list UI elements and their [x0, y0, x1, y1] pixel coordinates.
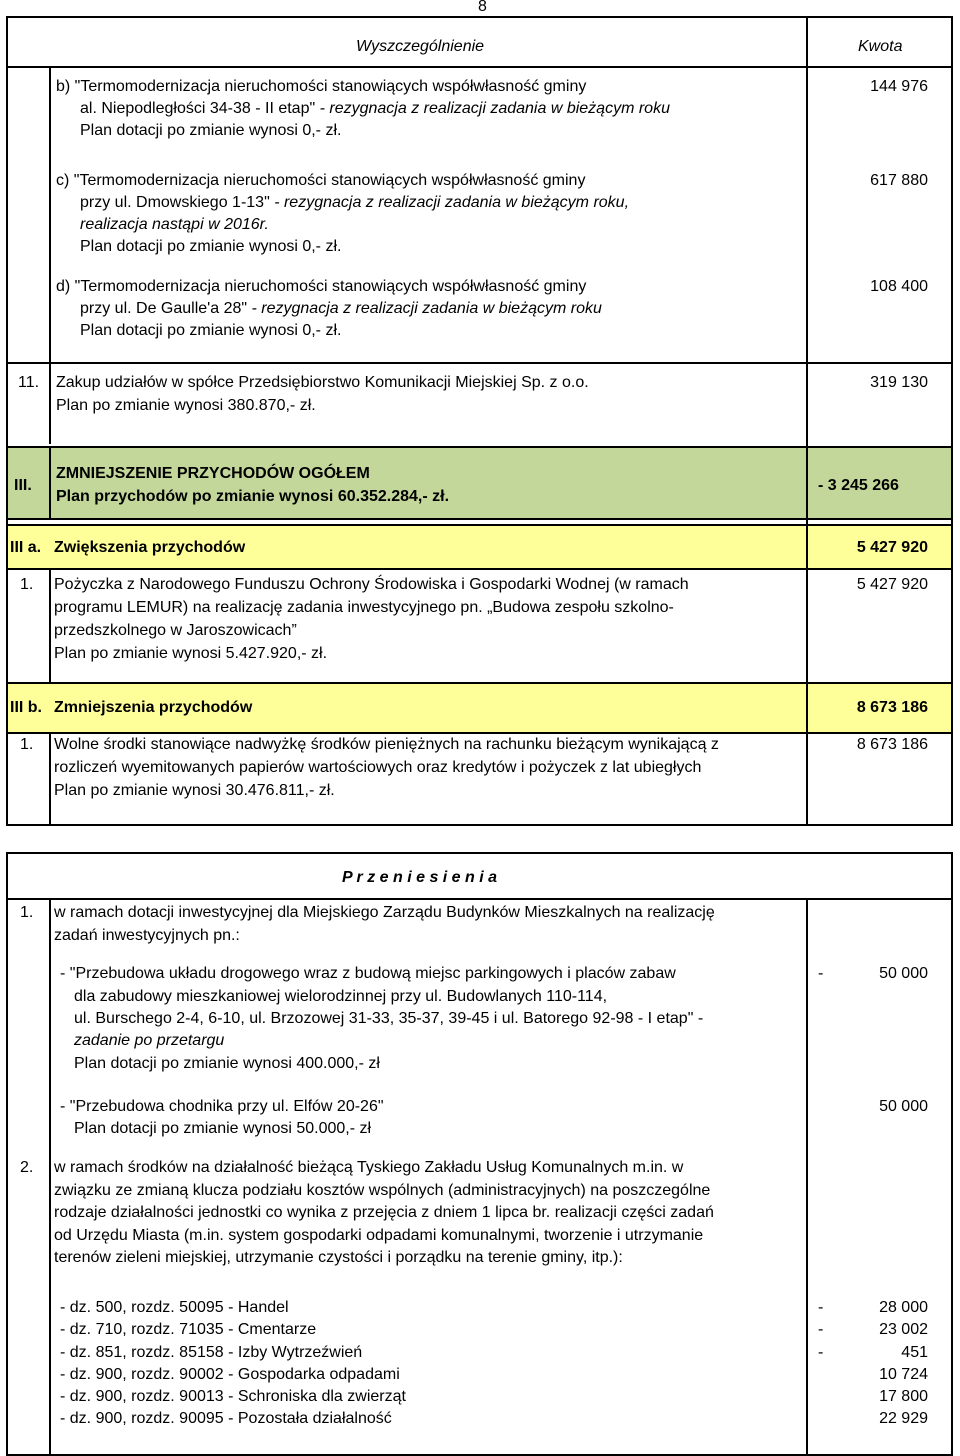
transfer-2-row-sign: - — [818, 1344, 824, 1361]
IIIb-item-amount: 8 673 186 — [856, 736, 928, 753]
IIIa-item-number: 1. — [20, 576, 34, 593]
section-III-plan: Plan przychodów po zmianie wynosi 60.352.284,- zł. — [56, 488, 450, 505]
transfer-2-line-2: związku ze zmianą klucza podziału kosztów wspólnych (administracyjnych) na poszczególne — [54, 1182, 711, 1199]
transfer-2-row-amount: 17 800 — [879, 1388, 928, 1405]
item-d-amount: 108 400 — [870, 278, 928, 295]
transfer-2-row-amount: 22 929 — [879, 1410, 928, 1427]
IIIb-item-number: 1. — [20, 736, 34, 753]
item-b-amount: 144 976 — [870, 78, 928, 95]
number-column-divider — [49, 66, 51, 444]
transfer-2-row-amount: 451 — [901, 1344, 928, 1361]
transfer-2-number: 2. — [20, 1159, 34, 1176]
transfer-2-row-sign: - — [818, 1299, 824, 1316]
transfer-1-line-1: w ramach dotacji inwestycyjnej dla Miejskiego Zarządu Budynków Mieszkalnych na realizację — [54, 904, 715, 921]
transfer-1-sub-1-line-3: ul. Burschego 2-4, 6-10, ul. Brzozowej 31-33, 35-37, 39-45 i ul. Batorego 92-98 - I etap" - — [74, 1010, 704, 1027]
transfer-1-sub-2-line-2: Plan dotacji po zmianie wynosi 50.000,- zł — [74, 1120, 372, 1137]
transfer-1-sub-1-amount: 50 000 — [879, 965, 928, 982]
IIIa-item-line-1: Pożyczka z Narodowego Funduszu Ochrony Środowiska i Gospodarki Wodnej (w ramach — [54, 576, 689, 593]
transfer-2-row-text: - dz. 500, rozdz. 50095 - Handel — [60, 1299, 289, 1316]
item-b-line-3: Plan dotacji po zmianie wynosi 0,- zł. — [80, 122, 342, 139]
transfer-2-line-3: rodzaje działalności jednostki co wynika z przejęcia z dniem 1 lipca br. realizacji części zadań — [54, 1204, 714, 1221]
transfer-2-row-amount: 23 002 — [879, 1321, 928, 1338]
transfer-1-sub-1-line-4: zadanie po przetargu — [74, 1032, 225, 1049]
IIIb-item-line-3: Plan po zmianie wynosi 30.476.811,- zł. — [54, 782, 335, 799]
transfer-2-row-amount: 28 000 — [879, 1299, 928, 1316]
IIIa-item-amount: 5 427 920 — [856, 576, 928, 593]
item-11-amount: 319 130 — [870, 374, 928, 391]
item-11-line-1: Zakup udziałów w spółce Przedsiębiorstwo Komunikacji Miejskiej Sp. z o.o. — [56, 374, 589, 391]
transfer-2-line-5: terenów zieleni miejskiej, utrzymanie czystości i porządku na terenie gminy, itp.): — [54, 1249, 623, 1266]
item-c-line-1: c) "Termomodernizacja nieruchomości stanowiących współwłasność gminy — [56, 172, 586, 189]
section-III-title: ZMNIEJSZENIE PRZYCHODÓW OGÓŁEM — [56, 465, 370, 482]
row-divider — [6, 362, 953, 364]
item-11-number: 11. — [18, 374, 40, 391]
item-c-amount: 617 880 — [870, 172, 928, 189]
transfer-2-row-sign: - — [818, 1321, 824, 1338]
IIIa-item-line-2: programu LEMUR) na realizację zadania inwestycyjnego pn. „Budowa zespołu szkolno- — [54, 599, 674, 616]
transfers-header-divider — [6, 898, 953, 900]
item-d-line-3: Plan dotacji po zmianie wynosi 0,- zł. — [80, 322, 342, 339]
transfers-title: P r z e n i e s i e n i a — [342, 869, 498, 886]
transfer-2-row-text: - dz. 900, rozdz. 90013 - Schroniska dla zwierząt — [60, 1388, 406, 1405]
section-IIIb-number: III b. — [10, 699, 42, 716]
transfer-1-sub-1-sign: - — [818, 965, 824, 982]
section-IIIb-amount: 8 673 186 — [856, 699, 928, 716]
IIIb-item-line-1: Wolne środki stanowiące nadwyżkę środków pieniężnych na rachunku bieżącym wynikającą z — [54, 736, 719, 753]
item-d-line-1: d) "Termomodernizacja nieruchomości stanowiących współwłasność gminy — [56, 278, 587, 295]
IIIb-item-line-2: rozliczeń wyemitowanych papierów wartościowych oraz kredytów i pożyczek z lat ubiegłych — [54, 759, 702, 776]
item-d-line-2: przy ul. De Gaulle'a 28" - rezygnacja z realizacji zadania w bieżącym roku — [80, 300, 602, 317]
section-IIIa-number: III a. — [10, 539, 42, 556]
header-divider — [6, 66, 953, 68]
column-header-amount: Kwota — [858, 38, 903, 55]
transfer-1-sub-1-line-2: dla zabudowy mieszkaniowej wielorodzinnej przy ul. Budowlanych 110-114, — [74, 988, 608, 1005]
IIIa-item-line-4: Plan po zmianie wynosi 5.427.920,- zł. — [54, 645, 328, 662]
transfer-2-row-text: - dz. 710, rozdz. 71035 - Cmentarze — [60, 1321, 317, 1338]
item-11-line-2: Plan po zmianie wynosi 380.870,- zł. — [56, 397, 316, 414]
transfer-2-row-text: - dz. 900, rozdz. 90002 - Gospodarka odpadami — [60, 1366, 400, 1383]
section-IIIa-title: Zwiększenia przychodów — [54, 539, 246, 556]
item-b-line-1: b) "Termomodernizacja nieruchomości stanowiących współwłasność gminy — [56, 78, 587, 95]
page-number: 8 — [478, 0, 487, 15]
transfer-2-row-text: - dz. 851, rozdz. 85158 - Izby Wytrzeźwień — [60, 1344, 363, 1361]
section-III-number: III. — [14, 477, 32, 494]
transfer-1-sub-1-line-1: - "Przebudowa układu drogowego wraz z budową miejsc parkingowych i placów zabaw — [60, 965, 676, 982]
transfer-1-sub-2-amount: 50 000 — [879, 1098, 928, 1115]
item-b-line-2: al. Niepodległości 34-38 - II etap" - rezygnacja z realizacji zadania w bieżącym roku — [80, 100, 670, 117]
column-header-description: Wyszczególnienie — [356, 38, 485, 55]
transfer-2-line-4: od Urzędu Miasta (m.in. system gospodarki odpadami komunalnymi, tworzenie i utrzymanie — [54, 1227, 704, 1244]
transfer-1-line-2: zadań inwestycyjnych pn.: — [54, 927, 240, 944]
section-IIIb-title: Zmniejszenia przychodów — [54, 699, 253, 716]
item-c-line-2: przy ul. Dmowskiego 1-13" - rezygnacja z realizacji zadania w bieżącym roku, — [80, 194, 630, 211]
section-IIIa-amount: 5 427 920 — [856, 539, 928, 556]
section-III-amount: - 3 245 266 — [818, 477, 899, 494]
transfer-1-sub-1-line-5: Plan dotacji po zmianie wynosi 400.000,- zł — [74, 1055, 380, 1072]
transfer-1-sub-2-line-1: - "Przebudowa chodnika przy ul. Elfów 20-26" — [60, 1098, 384, 1115]
transfer-1-number: 1. — [20, 904, 34, 921]
transfer-2-line-1: w ramach środków na działalność bieżącą Tyskiego Zakładu Usług Komunalnych m.in. w — [54, 1159, 684, 1176]
item-c-line-4: Plan dotacji po zmianie wynosi 0,- zł. — [80, 238, 342, 255]
IIIa-item-line-3: przedszkolnego w Jaroszowicach” — [54, 622, 297, 639]
transfer-2-row-text: - dz. 900, rozdz. 90095 - Pozostała działalność — [60, 1410, 392, 1427]
item-c-line-3: realizacja nastąpi w 2016r. — [80, 216, 269, 233]
transfer-2-row-amount: 10 724 — [879, 1366, 928, 1383]
